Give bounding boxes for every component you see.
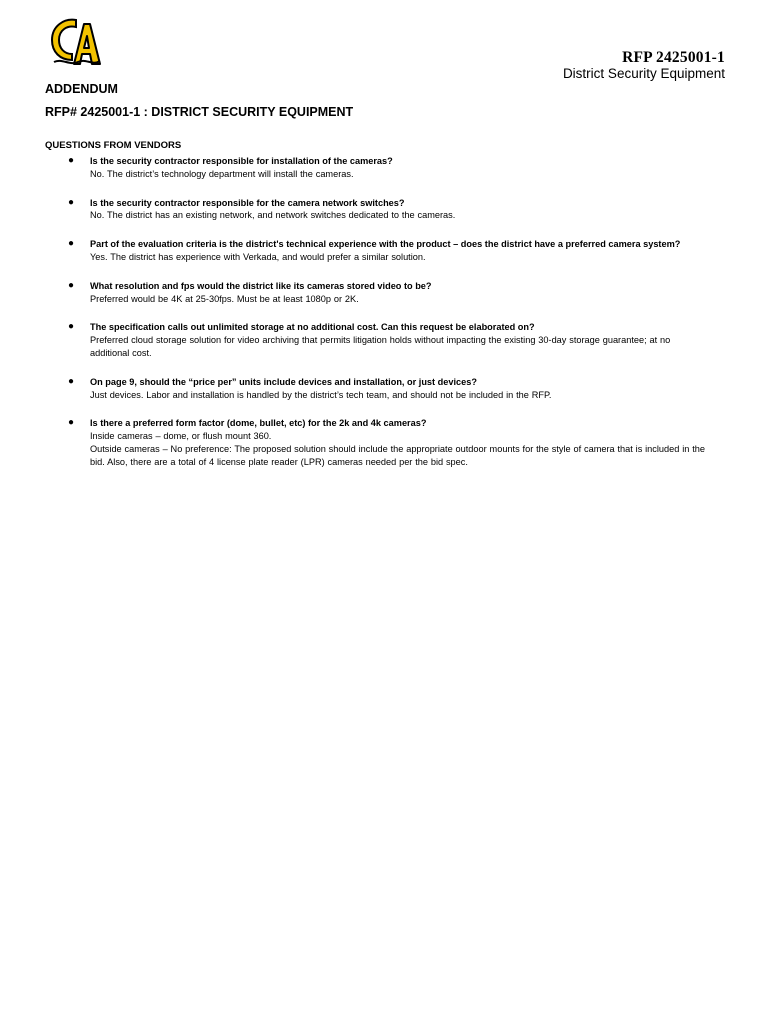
bullet-icon: ● xyxy=(68,375,75,387)
answer-text: Preferred cloud storage solution for video archiving that permits litigation holds without impacting the existing 30-day storage guarantee; at no additional cost. xyxy=(90,335,671,358)
document-title: RFP# 2425001-1 : DISTRICT SECURITY EQUIPMENT xyxy=(45,105,354,119)
bullet-icon: ● xyxy=(68,155,75,166)
answer-text: Preferred would be 4K at 25-30fps. Must be at least 1080p or 2K. xyxy=(90,293,359,304)
question-text: Is the security contractor responsible for the camera network switches? xyxy=(90,197,405,208)
list-item xyxy=(45,238,705,264)
rfp-subtitle-header: District Security Equipment xyxy=(562,66,725,81)
answer-text-continued: Outside cameras – No preference: The proposed solution should include the appropriate outdoor mounts for the style of camera that is included in the bid. Also, there are a total of 4 license plate reader (LPR) cameras needed per the bid spec. xyxy=(90,443,705,467)
rfp-number-header: RFP 2425001-1 xyxy=(622,49,725,66)
bullet-icon: ● xyxy=(68,417,75,429)
list-item xyxy=(45,321,705,359)
question-text: Is there a preferred form factor (dome, bullet, etc) for the 2k and 4k cameras? xyxy=(90,418,427,429)
list-item xyxy=(45,417,705,468)
answer-text: No. The district has an existing network, and network switches dedicated to the cameras. xyxy=(90,210,456,221)
addendum-label: ADDENDUM xyxy=(45,82,118,96)
section-title: QUESTIONS FROM VENDORS xyxy=(45,140,182,151)
list-item xyxy=(45,376,705,402)
answer-text: Just devices. Labor and installation is handled by the district’s tech team, and should not be included in the RFP. xyxy=(90,389,552,400)
answer-text: No. The district’s technology department will install the cameras. xyxy=(90,168,354,179)
list-item xyxy=(45,155,705,181)
question-text: On page 9, should the “price per” units include devices and installation, or just devices? xyxy=(90,376,477,387)
bullet-icon: ● xyxy=(68,321,75,333)
bullet-icon: ● xyxy=(68,238,75,250)
bullet-icon: ● xyxy=(68,196,75,208)
district-logo xyxy=(46,14,104,72)
list-item xyxy=(45,280,705,306)
question-text: What resolution and fps would the district like its cameras stored video to be? xyxy=(90,280,432,291)
list-item xyxy=(45,197,705,223)
answer-text: Inside cameras – dome, or flush mount 360. xyxy=(90,431,272,442)
logo-graphic xyxy=(46,14,104,72)
answer-text: Yes. The district has experience with Verkada, and would prefer a similar solution. xyxy=(90,251,426,262)
question-text: Is the security contractor responsible for installation of the cameras? xyxy=(90,156,393,166)
question-text: The specification calls out unlimited storage at no additional cost. Can this request be elaborated on? xyxy=(90,322,535,333)
bullet-icon: ● xyxy=(68,279,75,291)
question-text: Part of the evaluation criteria is the district's technical experience with the product – does the district have a preferred camera system? xyxy=(90,239,681,250)
questions-list xyxy=(45,155,705,485)
